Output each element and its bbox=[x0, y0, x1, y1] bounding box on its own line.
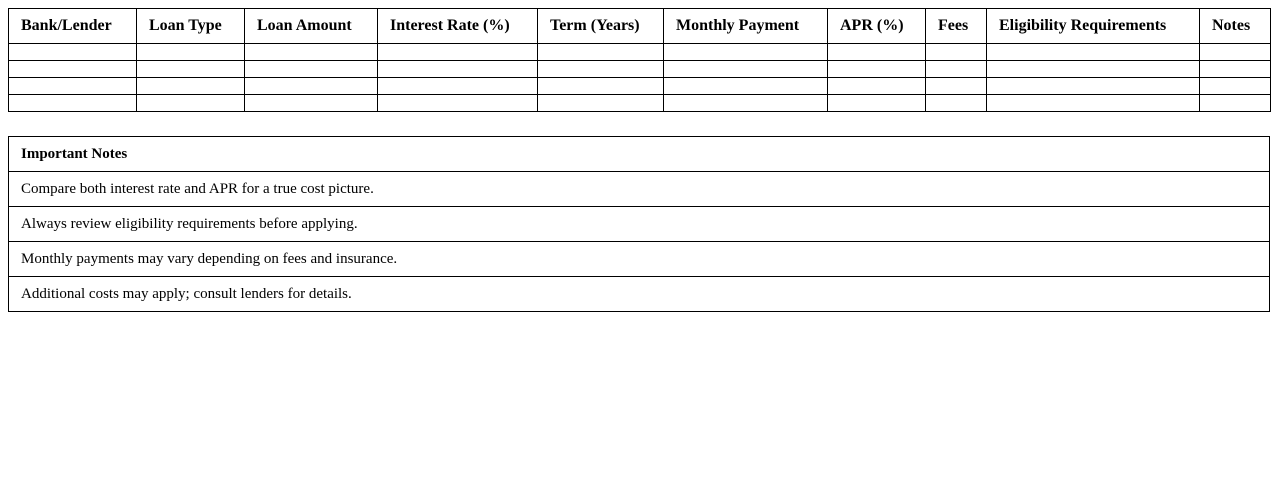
col-header-term: Term (Years) bbox=[538, 9, 664, 44]
col-header-bank-lender: Bank/Lender bbox=[9, 9, 137, 44]
loan-table-header-row bbox=[9, 9, 1271, 44]
table-cell[interactable] bbox=[987, 61, 1200, 78]
table-cell[interactable] bbox=[9, 61, 137, 78]
col-header-eligibility: Eligibility Requirements bbox=[987, 9, 1200, 44]
table-cell[interactable] bbox=[1200, 95, 1271, 112]
list-item bbox=[9, 277, 1270, 312]
table-cell[interactable] bbox=[926, 78, 987, 95]
note-text: Monthly payments may vary depending on fees and insurance. bbox=[9, 242, 1270, 277]
table-cell[interactable] bbox=[378, 61, 538, 78]
table-cell[interactable] bbox=[926, 61, 987, 78]
loan-comparison-table bbox=[8, 8, 1271, 112]
list-item bbox=[9, 172, 1270, 207]
notes-title: Important Notes bbox=[9, 137, 1270, 172]
table-cell[interactable] bbox=[378, 78, 538, 95]
notes-header-row bbox=[9, 137, 1270, 172]
table-cell[interactable] bbox=[245, 44, 378, 61]
table-row bbox=[9, 61, 1271, 78]
table-cell[interactable] bbox=[987, 44, 1200, 61]
table-cell[interactable] bbox=[828, 78, 926, 95]
table-cell[interactable] bbox=[137, 61, 245, 78]
table-cell[interactable] bbox=[137, 78, 245, 95]
table-cell[interactable] bbox=[378, 44, 538, 61]
table-cell[interactable] bbox=[664, 61, 828, 78]
table-cell[interactable] bbox=[9, 78, 137, 95]
col-header-apr: APR (%) bbox=[828, 9, 926, 44]
table-cell[interactable] bbox=[828, 44, 926, 61]
table-cell[interactable] bbox=[828, 95, 926, 112]
table-cell[interactable] bbox=[926, 44, 987, 61]
col-header-loan-type: Loan Type bbox=[137, 9, 245, 44]
table-cell[interactable] bbox=[1200, 78, 1271, 95]
important-notes-table bbox=[8, 136, 1270, 312]
col-header-loan-amount: Loan Amount bbox=[245, 9, 378, 44]
table-cell[interactable] bbox=[245, 95, 378, 112]
table-cell[interactable] bbox=[664, 44, 828, 61]
table-cell[interactable] bbox=[538, 44, 664, 61]
note-text: Compare both interest rate and APR for a true cost picture. bbox=[9, 172, 1270, 207]
table-cell[interactable] bbox=[664, 95, 828, 112]
table-cell[interactable] bbox=[538, 95, 664, 112]
table-cell[interactable] bbox=[538, 61, 664, 78]
note-text: Additional costs may apply; consult lenders for details. bbox=[9, 277, 1270, 312]
table-cell[interactable] bbox=[378, 95, 538, 112]
col-header-interest-rate: Interest Rate (%) bbox=[378, 9, 538, 44]
table-cell[interactable] bbox=[137, 44, 245, 61]
table-cell[interactable] bbox=[1200, 61, 1271, 78]
list-item bbox=[9, 242, 1270, 277]
col-header-fees: Fees bbox=[926, 9, 987, 44]
table-cell[interactable] bbox=[9, 44, 137, 61]
table-cell[interactable] bbox=[9, 95, 137, 112]
list-item bbox=[9, 207, 1270, 242]
table-cell[interactable] bbox=[664, 78, 828, 95]
col-header-monthly-payment: Monthly Payment bbox=[664, 9, 828, 44]
table-row bbox=[9, 78, 1271, 95]
note-text: Always review eligibility requirements before applying. bbox=[9, 207, 1270, 242]
col-header-notes: Notes bbox=[1200, 9, 1271, 44]
table-row bbox=[9, 95, 1271, 112]
table-cell[interactable] bbox=[1200, 44, 1271, 61]
table-cell[interactable] bbox=[828, 61, 926, 78]
table-row bbox=[9, 44, 1271, 61]
table-cell[interactable] bbox=[245, 78, 378, 95]
table-cell[interactable] bbox=[538, 78, 664, 95]
table-cell[interactable] bbox=[926, 95, 987, 112]
table-cell[interactable] bbox=[245, 61, 378, 78]
table-cell[interactable] bbox=[987, 95, 1200, 112]
table-cell[interactable] bbox=[987, 78, 1200, 95]
table-cell[interactable] bbox=[137, 95, 245, 112]
